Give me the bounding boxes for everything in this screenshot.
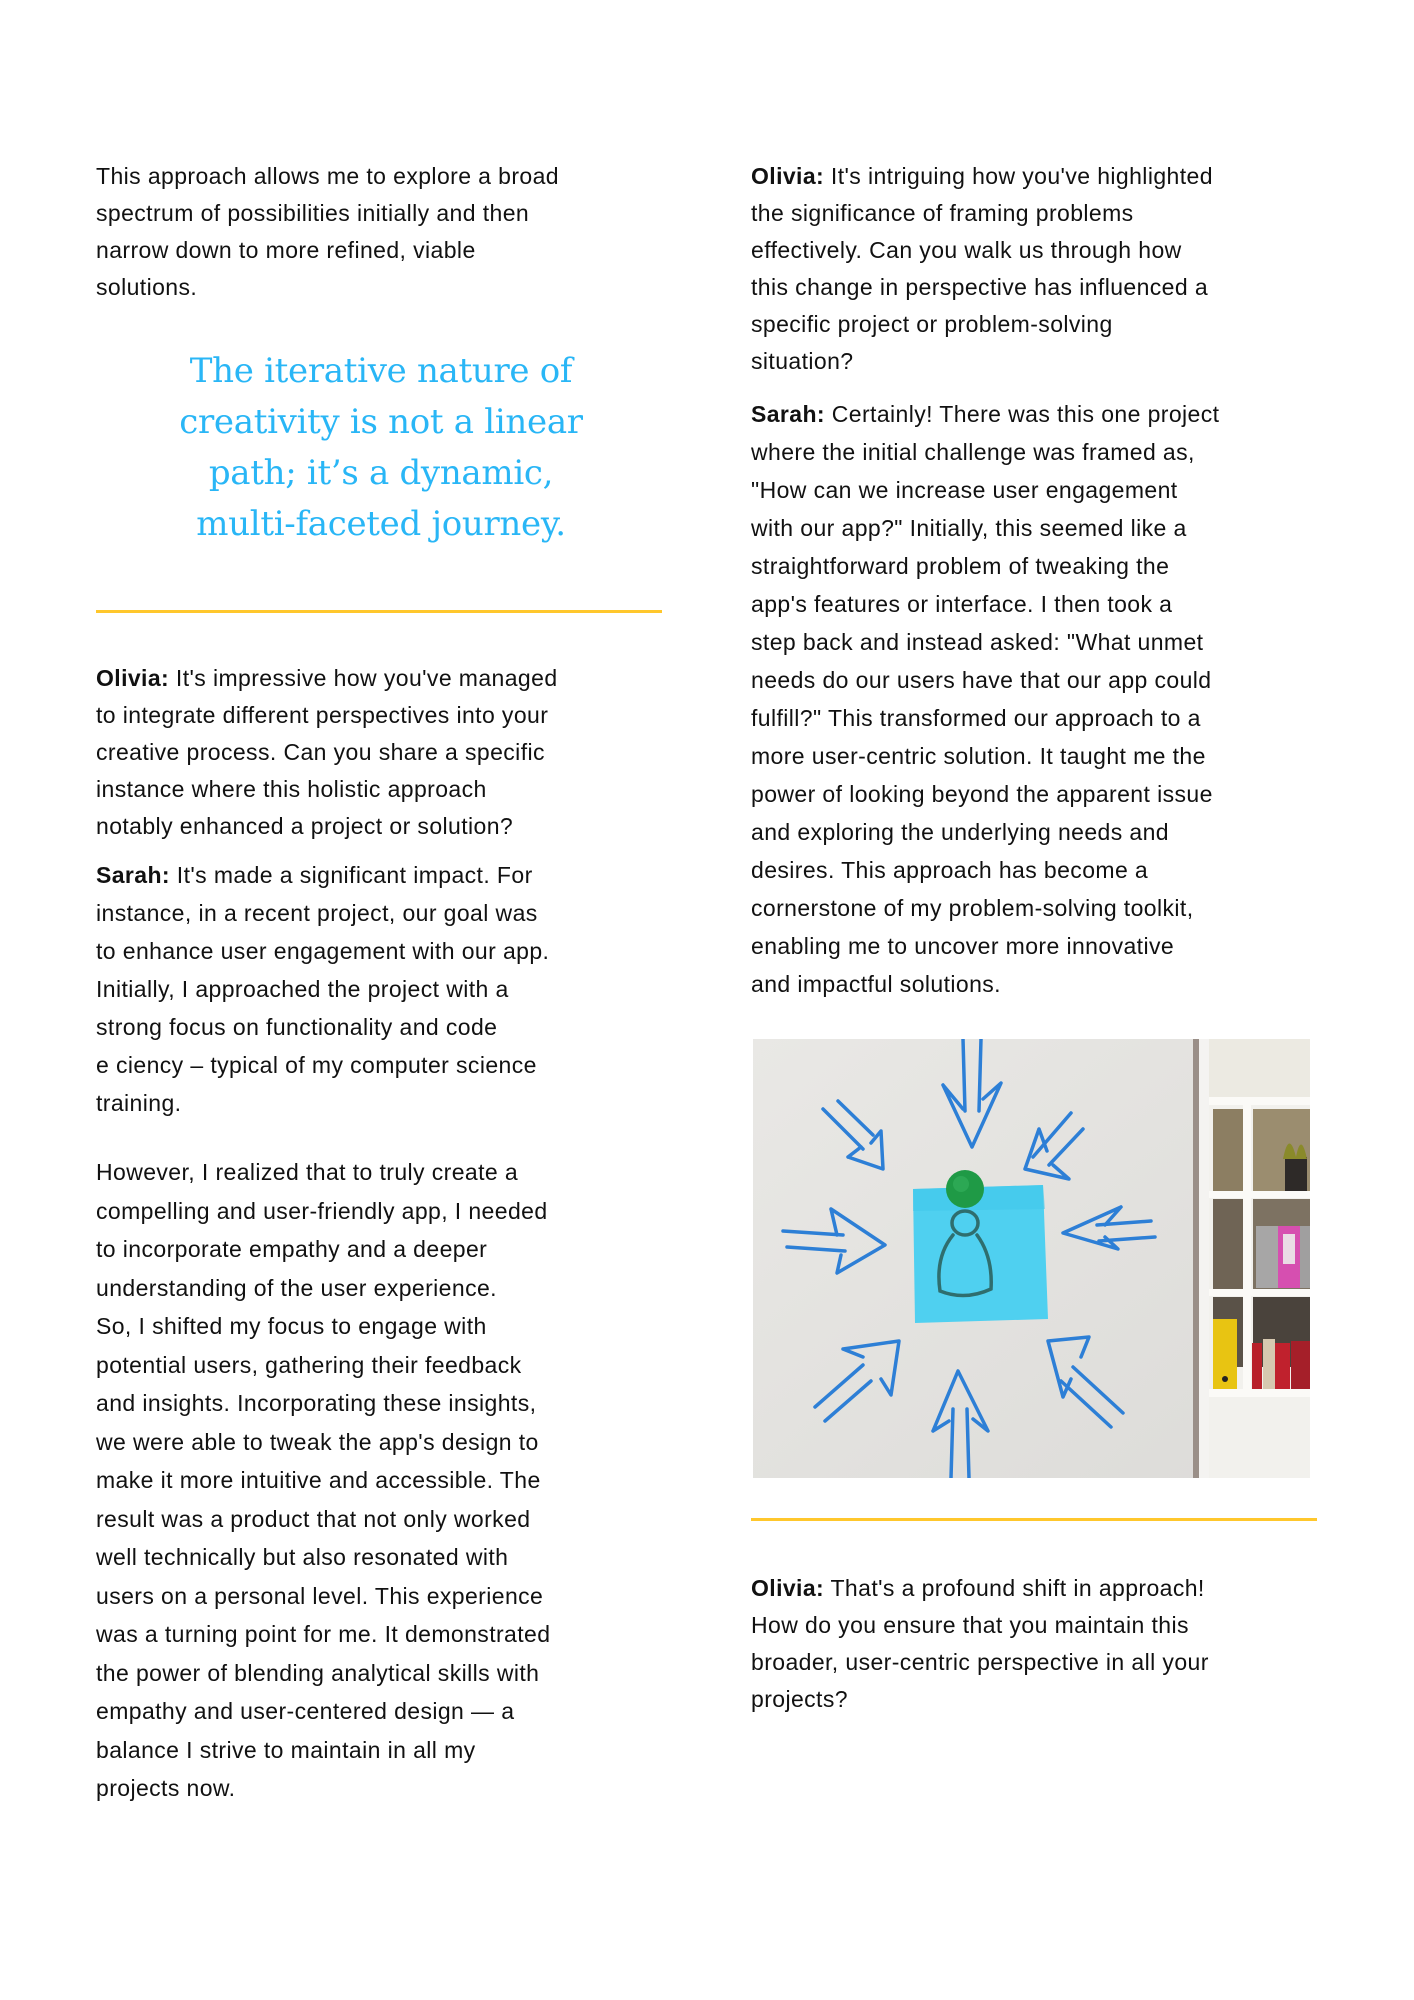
whiteboard-illustration (753, 1039, 1310, 1478)
text-line: solutions. (96, 274, 198, 300)
text-line: result was a product that not only worked (96, 1505, 531, 1532)
text-line: users on a personal level. This experience (96, 1582, 544, 1609)
text-line: narrow down to more refined, viable (96, 237, 476, 263)
text-line: notably enhanced a project or solution? (96, 813, 514, 839)
text-line: effectively. Can you walk us through how (751, 237, 1182, 263)
text-line: strong focus on functionality and code (96, 1014, 498, 1040)
text-line: creative process. Can you share a specific (96, 739, 545, 765)
text-line: the significance of framing problems (751, 200, 1134, 226)
text-line: How do you ensure that you maintain this (751, 1612, 1189, 1638)
text-line: projects now. (96, 1775, 236, 1801)
text-line: empathy and user-centered design — a (96, 1698, 515, 1724)
text-line: needs do our users have that our app could (751, 667, 1212, 693)
text-line: make it more intuitive and accessible. The (96, 1467, 541, 1493)
text-line: Initially, I approached the project with a (96, 976, 509, 1002)
text-line: However, I realized that to truly create a (96, 1159, 519, 1185)
speaker-label: Olivia: (751, 1575, 825, 1601)
text-run: It's intriguing how you've highlighted (824, 163, 1213, 189)
text-line: potential users, gathering their feedback (96, 1351, 522, 1378)
text-line (751, 395, 1219, 433)
text-line: this change in perspective has influenced a (751, 274, 1209, 300)
quote-line: path; it’s a dynamic, (208, 453, 554, 493)
text-line: spectrum of possibilities initially and then (96, 200, 530, 226)
text-line: training. (96, 1090, 182, 1116)
sarah-answer-1 (96, 856, 549, 1122)
text-line (96, 660, 558, 697)
sarah-answer-1-continued (96, 1153, 550, 1808)
olivia-question-2 (751, 158, 1213, 380)
text-line: projects? (751, 1686, 848, 1712)
sarah-answer-2 (751, 395, 1219, 1003)
text-run: It's made a significant impact. For (169, 862, 533, 888)
text-line: This approach allows me to explore a broad (96, 163, 559, 189)
text-line (96, 856, 549, 894)
text-line: compelling and user-friendly app, I needed (96, 1197, 548, 1224)
text-line: "How can we increase user engagement (751, 477, 1178, 503)
sticky-note (913, 1170, 1048, 1323)
text-line: well technically but also resonated with (96, 1544, 509, 1570)
text-line: straightforward problem of tweaking the (751, 553, 1170, 579)
text-line: e ciency – typical of my computer science (96, 1052, 537, 1078)
text-line: with our app?" Initially, this seemed like a (751, 515, 1187, 541)
speaker-label: Sarah: (96, 862, 170, 888)
text-run: Certainly! There was this one project (824, 401, 1220, 427)
text-line: more user-centric solution. It taught me the (751, 743, 1206, 769)
text-line: understanding of the user experience. (96, 1274, 497, 1301)
text-line: fulfill?" This transformed our approach to a (751, 705, 1201, 731)
text-line: to incorporate empathy and a deeper (96, 1236, 488, 1262)
text-line: specific project or problem-solving (751, 311, 1113, 337)
text-line: broader, user-centric perspective in all your (751, 1649, 1209, 1675)
speaker-label: Olivia: (96, 665, 170, 691)
text-line (751, 1570, 1209, 1607)
text-line: we were able to tweak the app's design to (96, 1428, 539, 1455)
speaker-label: Olivia: (751, 163, 825, 189)
text-line: desires. This approach has become a (751, 857, 1149, 883)
text-line: power of looking beyond the apparent issue (751, 781, 1213, 807)
text-line (751, 158, 1213, 195)
pull-quote (96, 346, 666, 550)
whiteboard-photo (753, 1039, 1310, 1478)
text-line: app's features or interface. I then took a (751, 591, 1173, 617)
text-line: step back and instead asked: "What unmet (751, 629, 1204, 655)
text-line: enabling me to uncover more innovative (751, 933, 1175, 959)
text-line: balance I strive to maintain in all my (96, 1736, 476, 1763)
text-line: where the initial challenge was framed as, (751, 439, 1195, 465)
text-line: and insights. Incorporating these insights, (96, 1390, 537, 1416)
text-line: instance where this holistic approach (96, 776, 487, 802)
divider-rule-right (751, 1518, 1317, 1521)
text-run: It's impressive how you've managed (169, 665, 558, 691)
text-line: the power of blending analytical skills with (96, 1659, 540, 1686)
olivia-question-3 (751, 1570, 1209, 1718)
text-line: situation? (751, 348, 854, 374)
olivia-question-1 (96, 660, 558, 845)
text-run: That's a profound shift in approach! (824, 1575, 1205, 1601)
text-line: was a turning point for me. It demonstrated (96, 1621, 551, 1647)
text-line: and impactful solutions. (751, 971, 1001, 997)
speaker-label: Sarah: (751, 401, 825, 427)
text-line: and exploring the underlying needs and (751, 819, 1170, 845)
text-line: cornerstone of my problem-solving toolkit, (751, 895, 1194, 921)
divider-rule-left (96, 610, 662, 613)
quote-line: The iterative nature of (189, 351, 573, 391)
intro-paragraph (96, 158, 559, 306)
text-line: So, I shifted my focus to engage with (96, 1313, 487, 1339)
quote-line: multi-faceted journey. (196, 504, 566, 544)
text-line: to enhance user engagement with our app. (96, 938, 550, 964)
text-line: instance, in a recent project, our goal was (96, 900, 538, 926)
quote-line: creativity is not a linear (179, 402, 583, 442)
text-line: to integrate different perspectives into your (96, 702, 549, 728)
